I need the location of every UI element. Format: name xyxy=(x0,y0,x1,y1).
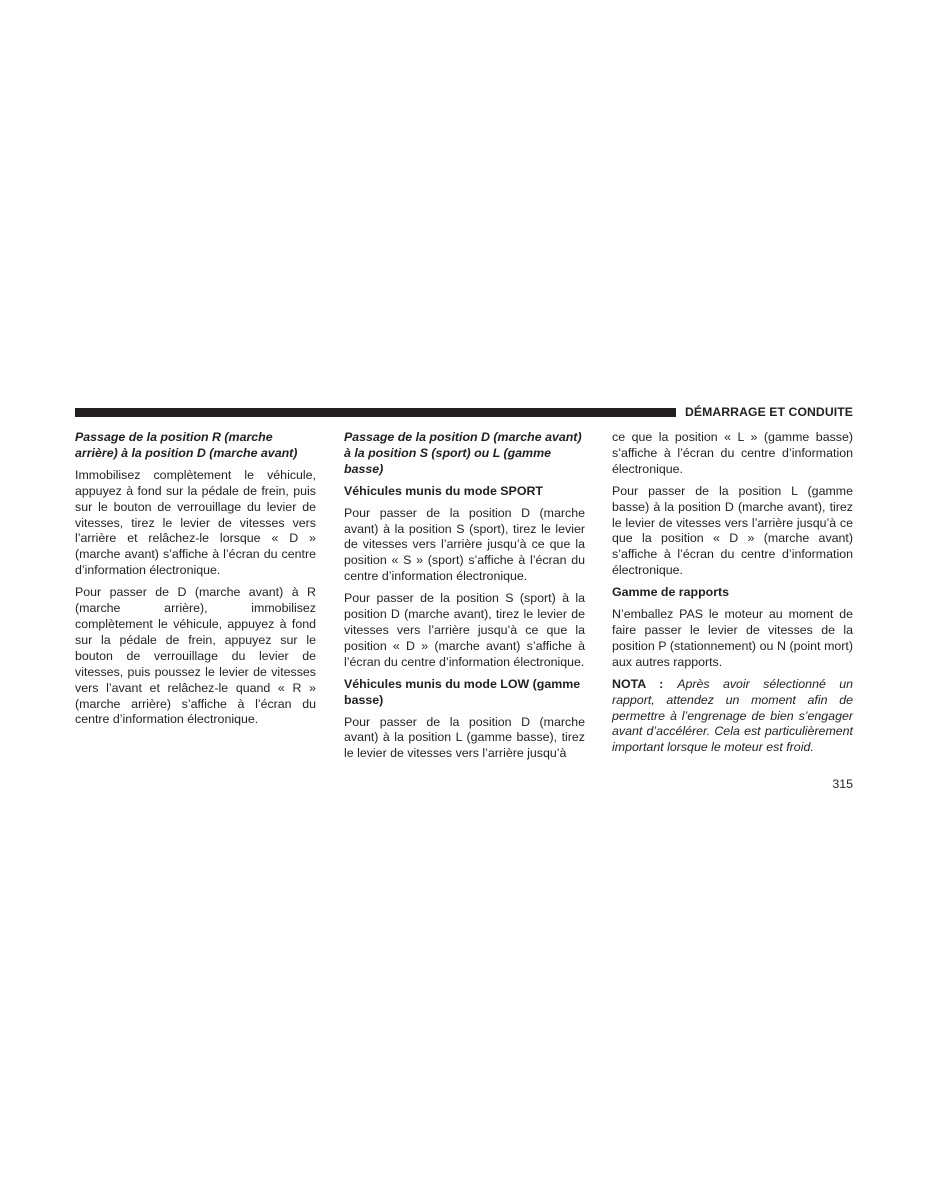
paragraph: Pour passer de D (marche avant) à R (marche arrière), immobilisez complètement le véhicule, appuyez à fond sur la pédale de frein, appuyez sur le bouton de verrouillage du levier de vitesses, puis poussez le levier de vitesses vers l’avant et relâchez-le quand « R » (marche arrière) s’affiche à l’écran du centre d’information électronique. xyxy=(75,585,316,727)
header-rule xyxy=(75,408,676,417)
paragraph: Pour passer de la position S (sport) à la position D (marche avant), tirez le levier de vitesses vers l’arrière jusqu’à ce que la position « D » (marche avant) s’affiche à l’écran du centre d’information électronique. xyxy=(344,591,585,669)
subheading-low-mode: Véhicules munis du mode LOW (gamme basse) xyxy=(344,676,581,707)
column-3 xyxy=(612,430,853,762)
column-1 xyxy=(75,430,316,734)
paragraph: Pour passer de la position D (marche avant) à la position L (gamme basse), tirez le levier de vitesses vers l’arrière jusqu’à xyxy=(344,714,585,761)
note-text: Après avoir sélectionné un rapport, attendez un moment afin de permettre à l’engrenage de bien s’engager avant d’accélérer. Cela est particulièrement important lorsque le moteur est froid. xyxy=(612,676,853,755)
heading-r-to-d: Passage de la position R (marche arrière) à la position D (marche avant) xyxy=(75,430,298,460)
paragraph: N’emballez PAS le moteur au moment de faire passer le levier de vitesses de la position P (stationnement) ou N (point mort) aux autres rapports. xyxy=(612,607,853,669)
section-title: DÉMARRAGE ET CONDUITE xyxy=(685,405,853,419)
paragraph: Pour passer de la position D (marche avant) à la position S (sport), tirez le levier de vitesses vers l’arrière jusqu’à ce que la position « S » (sport) s’affiche à l’écran du centre d’information électronique. xyxy=(344,505,585,584)
paragraph: Immobilisez complètement le véhicule, appuyez à fond sur la pédale de frein, puis sur le bouton de verrouillage du levier de vitesses, tirez le levier de vitesses vers l’arrière et relâchez-le lorsque « D » (marche avant) s’affiche à l’écran du centre d’information électronique. xyxy=(75,467,316,578)
subheading-sport-mode: Véhicules munis du mode SPORT xyxy=(344,483,543,498)
note xyxy=(612,677,853,757)
paragraph: ce que la position « L » (gamme basse) s’affiche à l’écran du centre d’information électronique. xyxy=(612,430,853,476)
subheading-gear-range: Gamme de rapports xyxy=(612,585,730,600)
paragraph: Pour passer de la position L (gamme basse) à la position D (marche avant), tirez le levier de vitesses vers l’arrière jusqu’à ce que la position « D » (marche avant) s’affiche à l’écran du centre d’information électronique. xyxy=(612,483,853,578)
heading-d-to-s-or-l: Passage de la position D (marche avant) à la position S (sport) ou L (gamme basse) xyxy=(344,430,582,476)
note-label: NOTA : xyxy=(612,676,664,691)
page-number: 315 xyxy=(832,777,853,791)
column-2 xyxy=(344,430,585,768)
